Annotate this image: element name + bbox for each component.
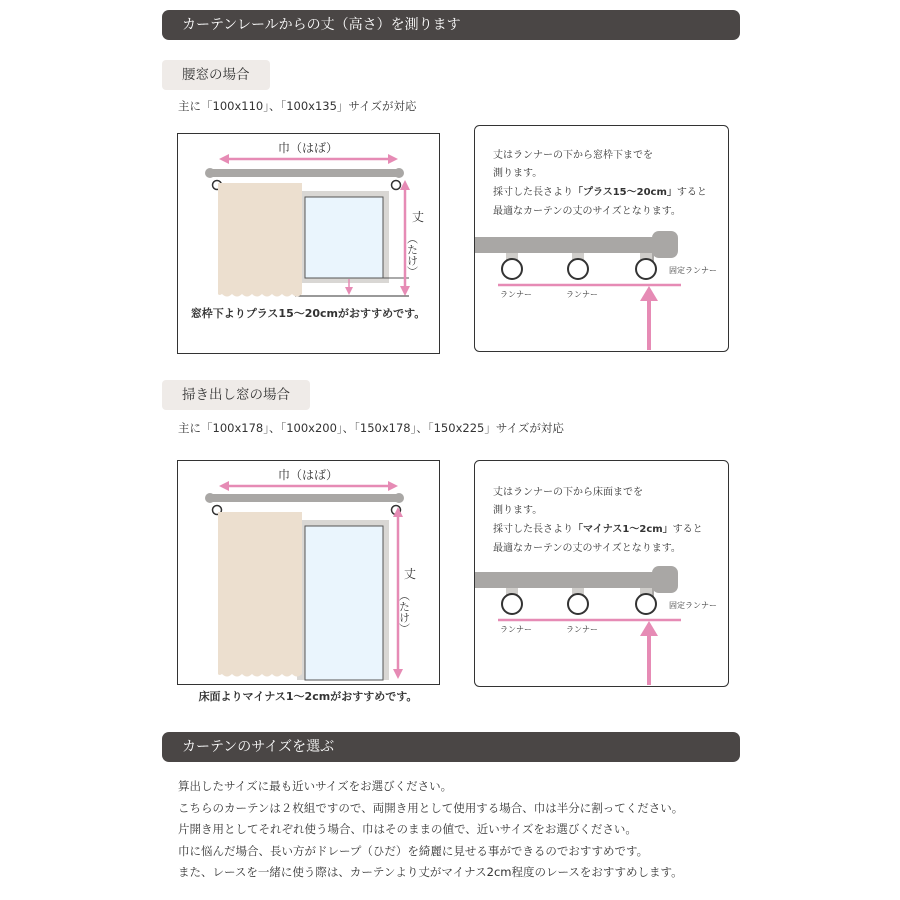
height-label-reading: （たけ） <box>397 590 411 634</box>
waist-recommend-text: 窓枠下よりプラス15～20cmがおすすめです。 <box>190 307 426 320</box>
runner-label-2: ランナー <box>566 625 598 634</box>
detail-line-1: 丈はランナーの下から窓枠下までを <box>493 150 653 161</box>
width-label: 巾（はば） <box>277 468 339 482</box>
fixed-runner-label: 固定ランナー <box>669 266 717 275</box>
width-label: 巾（はば） <box>277 141 339 155</box>
runner-label-1: ランナー <box>500 290 532 299</box>
section-header-choose-size <box>162 732 740 762</box>
floor-recommend-text: 床面よりマイナス1～2cmがおすすめです。 <box>198 690 418 703</box>
fixed-runner-label: 固定ランナー <box>669 601 717 610</box>
waist-sizes-text: 主に「100x110」、「100x135」サイズが対応 <box>178 99 417 113</box>
guide-line: 算出したサイズに最も近いサイズをお選びください。 <box>178 779 453 793</box>
detail-line-2: 測ります。 <box>493 168 543 179</box>
waist-window-diagram <box>177 133 441 355</box>
waist-window-label <box>162 60 270 90</box>
height-label: 丈 <box>412 210 425 224</box>
guide-line: 片開き用としてそれぞれ使う場合、巾はそのままの値で、近いサイズをお選びください。 <box>178 822 637 836</box>
runner-label-2: ランナー <box>566 290 598 299</box>
guide-line: また、レースを一緒に使う際は、カーテンより丈がマイナス2cm程度のレースをおすすめします。 <box>178 865 683 879</box>
curtain-panel <box>218 183 302 297</box>
runner-label-1: ランナー <box>500 625 532 634</box>
detail-line-2: 測ります。 <box>493 505 543 516</box>
guide-line: 巾に悩んだ場合、長い方がドレープ（ひだ）を綺麗に見せる事ができるのでおすすめです。 <box>178 843 649 858</box>
floor-runner-detail <box>474 460 730 688</box>
detail-line-3: 採寸した長さより「マイナス1～2cm」すると <box>493 524 703 535</box>
detail-line-4: 最適なカーテンの丈のサイズとなります。 <box>493 543 681 554</box>
guide-line: こちらのカーテンは２枚組ですので、両開き用として使用する場合、巾は半分に割ってください。 <box>178 800 684 815</box>
section-header-measure <box>162 10 740 40</box>
detail-line-1: 丈はランナーの下から床面までを <box>493 487 643 498</box>
section-title: カーテンのサイズを選ぶ <box>182 739 335 755</box>
window-glass <box>305 197 383 278</box>
size-guide-text <box>178 776 738 884</box>
floor-sizes-text: 主に「100x178」、「100x200」、「150x178」、「150x225」サイズが対応 <box>178 421 564 435</box>
height-label: 丈 <box>404 567 417 581</box>
waist-window-label-text: 腰窓の場合 <box>182 67 250 83</box>
detail-line-3: 採寸した長さより「プラス15～20cm」すると <box>493 187 707 198</box>
curtain-rail <box>209 169 403 177</box>
floor-window-label <box>162 380 310 410</box>
detail-line-4: 最適なカーテンの丈のサイズとなります。 <box>493 206 681 217</box>
floor-window-diagram <box>177 460 441 703</box>
waist-runner-detail <box>474 125 730 353</box>
floor-window-label-text: 掃き出し窓の場合 <box>182 387 290 403</box>
height-label-reading: （たけ） <box>405 233 419 277</box>
section-title: カーテンレールからの丈（高さ）を測ります <box>182 17 461 33</box>
